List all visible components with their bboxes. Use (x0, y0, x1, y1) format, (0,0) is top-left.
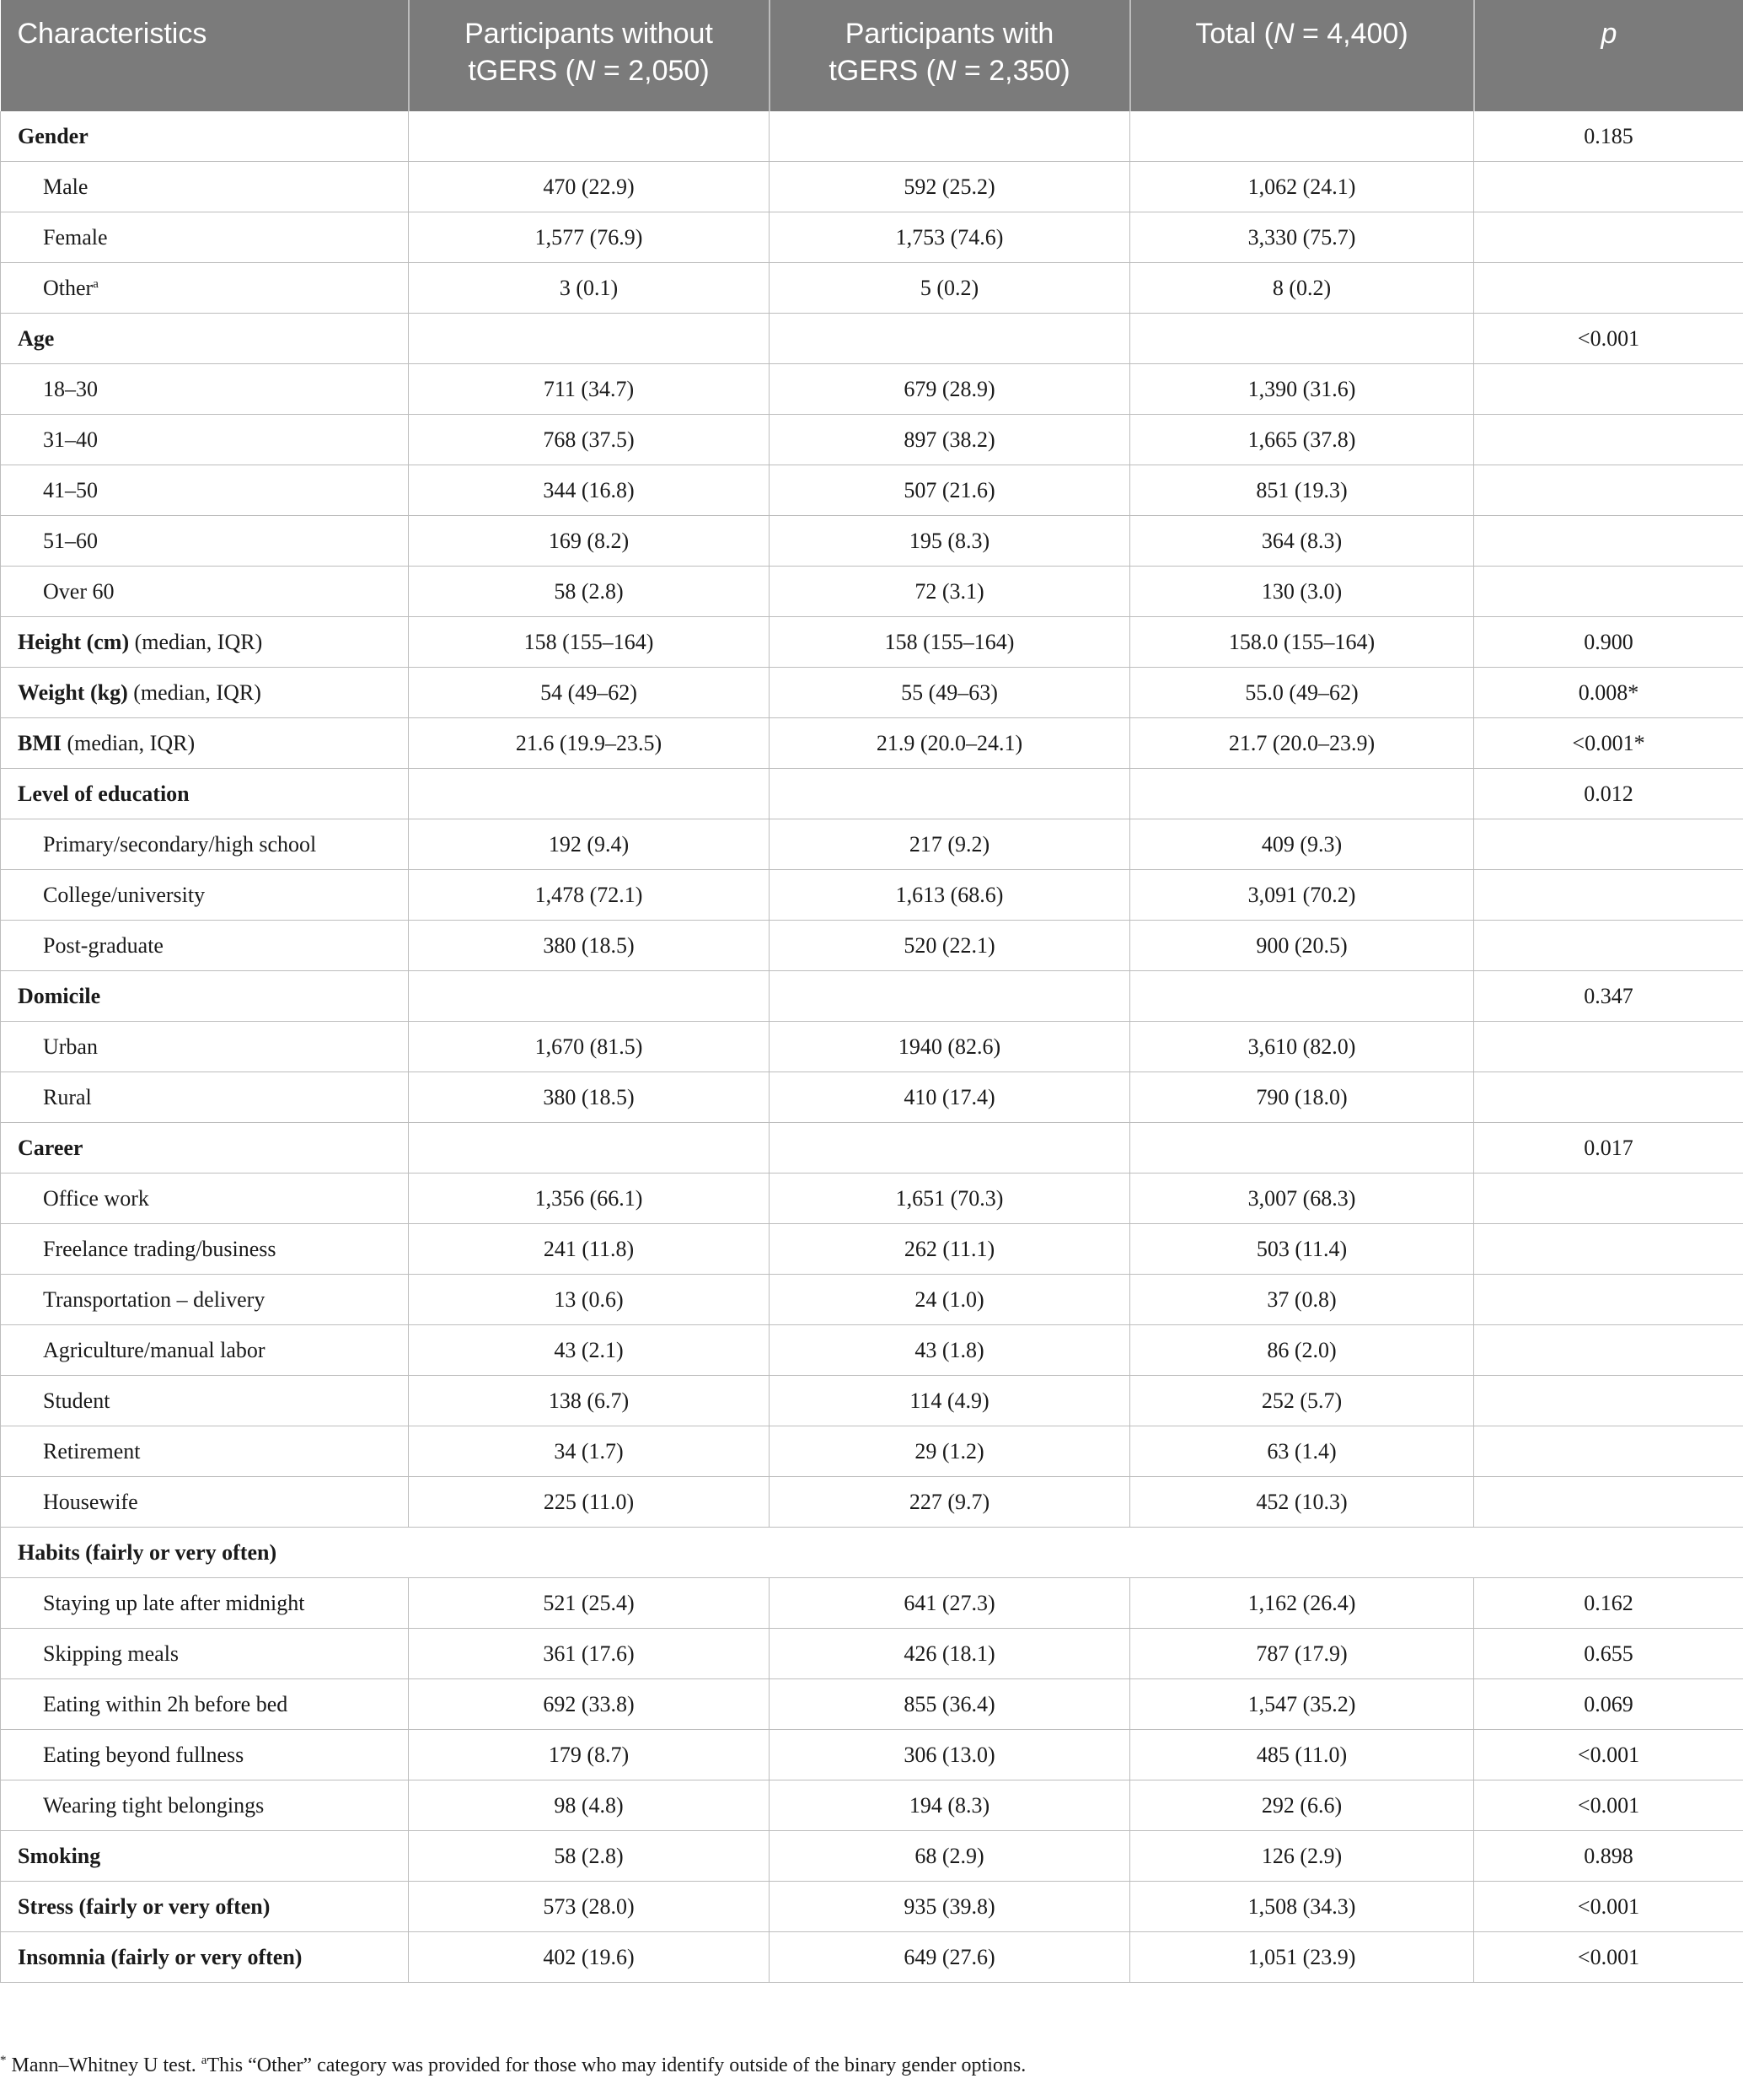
value-without-tgers: 192 (9.4) (409, 819, 770, 870)
value-with-tgers: 1,613 (68.6) (770, 870, 1130, 921)
table-row (1, 1174, 1743, 1224)
value-total: 3,610 (82.0) (1130, 1022, 1474, 1072)
value-total: 8 (0.2) (1130, 263, 1474, 314)
row-label: Skipping meals (1, 1629, 409, 1679)
table-row (1, 1882, 1743, 1932)
value-without-tgers (409, 769, 770, 819)
p-value: <0.001 (1474, 1932, 1743, 1983)
value-total: 409 (9.3) (1130, 819, 1474, 870)
value-with-tgers: 855 (36.4) (770, 1679, 1130, 1730)
row-label: Career (1, 1123, 409, 1174)
value-without-tgers: 692 (33.8) (409, 1679, 770, 1730)
value-without-tgers (409, 971, 770, 1022)
row-label: Rural (1, 1072, 409, 1123)
value-without-tgers: 344 (16.8) (409, 465, 770, 516)
value-without-tgers: 241 (11.8) (409, 1224, 770, 1275)
table-row (1, 1325, 1743, 1376)
table-header-row (1, 0, 1743, 111)
row-label: Female (1, 212, 409, 263)
value-total: 452 (10.3) (1130, 1477, 1474, 1528)
value-total: 130 (3.0) (1130, 567, 1474, 617)
row-label: Weight (kg) (median, IQR) (1, 668, 409, 718)
table-row (1, 668, 1743, 718)
value-with-tgers: 1940 (82.6) (770, 1022, 1130, 1072)
row-label: Level of education (1, 769, 409, 819)
value-with-tgers (770, 314, 1130, 364)
table-footnote: * Mann–Whitney U test. $^a$This “Other” category was provided for those who may identify outside of the binary gender options. (0, 2054, 1027, 2076)
p-value (1474, 819, 1743, 870)
value-with-tgers: 5 (0.2) (770, 263, 1130, 314)
table-row (1, 769, 1743, 819)
p-value: 0.017 (1474, 1123, 1743, 1174)
value-without-tgers: 225 (11.0) (409, 1477, 770, 1528)
table-row (1, 1426, 1743, 1477)
p-value (1474, 567, 1743, 617)
value-with-tgers: 935 (39.8) (770, 1882, 1130, 1932)
row-label: Eating beyond fullness (1, 1730, 409, 1780)
value-total: 3,091 (70.2) (1130, 870, 1474, 921)
value-total: 37 (0.8) (1130, 1275, 1474, 1325)
row-label: 41–50 (1, 465, 409, 516)
table-row (1, 1224, 1743, 1275)
header-total: Total (N = 4,400) (1130, 0, 1474, 111)
value-total: 790 (18.0) (1130, 1072, 1474, 1123)
row-label: Post-graduate (1, 921, 409, 971)
value-total: 3,007 (68.3) (1130, 1174, 1474, 1224)
table-row (1, 1477, 1743, 1528)
value-total: 503 (11.4) (1130, 1224, 1474, 1275)
value-with-tgers: 1,651 (70.3) (770, 1174, 1130, 1224)
row-label: Staying up late after midnight (1, 1578, 409, 1629)
value-with-tgers: 194 (8.3) (770, 1780, 1130, 1831)
p-value (1474, 162, 1743, 212)
p-value (1474, 1022, 1743, 1072)
value-without-tgers: 138 (6.7) (409, 1376, 770, 1426)
value-without-tgers (409, 111, 770, 162)
value-with-tgers: 114 (4.9) (770, 1376, 1130, 1426)
p-value (1474, 1174, 1743, 1224)
value-without-tgers: 768 (37.5) (409, 415, 770, 465)
table-row (1, 1932, 1743, 1983)
value-with-tgers: 426 (18.1) (770, 1629, 1130, 1679)
value-with-tgers: 21.9 (20.0–24.1) (770, 718, 1130, 769)
value-total (1130, 769, 1474, 819)
value-with-tgers: 679 (28.9) (770, 364, 1130, 415)
value-without-tgers: 13 (0.6) (409, 1275, 770, 1325)
p-value (1474, 1426, 1743, 1477)
table-row (1, 870, 1743, 921)
value-without-tgers: 54 (49–62) (409, 668, 770, 718)
header-characteristics: Characteristics (1, 0, 409, 111)
row-label: 51–60 (1, 516, 409, 567)
value-total (1130, 971, 1474, 1022)
p-value: 0.900 (1474, 617, 1743, 668)
value-without-tgers: 58 (2.8) (409, 567, 770, 617)
value-with-tgers: 262 (11.1) (770, 1224, 1130, 1275)
table-row (1, 1578, 1743, 1629)
table-row (1, 465, 1743, 516)
value-with-tgers: 195 (8.3) (770, 516, 1130, 567)
value-total: 86 (2.0) (1130, 1325, 1474, 1376)
table-row (1, 718, 1743, 769)
value-with-tgers (770, 769, 1130, 819)
table-row (1, 921, 1743, 971)
row-label: Other$^a$ (1, 263, 409, 314)
value-total: 1,508 (34.3) (1130, 1882, 1474, 1932)
table-row (1, 111, 1743, 162)
p-value (1474, 212, 1743, 263)
value-without-tgers: 34 (1.7) (409, 1426, 770, 1477)
row-label: Stress (fairly or very often) (1, 1882, 409, 1932)
value-with-tgers: 306 (13.0) (770, 1730, 1130, 1780)
row-label: Over 60 (1, 567, 409, 617)
header-without-tgers: Participants without tGERS (N = 2,050) (409, 0, 770, 111)
value-without-tgers: 1,478 (72.1) (409, 870, 770, 921)
table-row (1, 1831, 1743, 1882)
value-with-tgers: 649 (27.6) (770, 1932, 1130, 1983)
value-with-tgers: 158 (155–164) (770, 617, 1130, 668)
table-row (1, 1528, 1743, 1578)
row-label: Eating within 2h before bed (1, 1679, 409, 1730)
p-value (1474, 415, 1743, 465)
table-row (1, 1679, 1743, 1730)
value-without-tgers: 179 (8.7) (409, 1730, 770, 1780)
value-without-tgers: 1,577 (76.9) (409, 212, 770, 263)
value-with-tgers: 227 (9.7) (770, 1477, 1130, 1528)
p-value: 0.069 (1474, 1679, 1743, 1730)
p-value: <0.001 (1474, 1780, 1743, 1831)
value-with-tgers (770, 111, 1130, 162)
value-with-tgers: 507 (21.6) (770, 465, 1130, 516)
p-value: 0.185 (1474, 111, 1743, 162)
row-label: Height (cm) (median, IQR) (1, 617, 409, 668)
table-row (1, 1376, 1743, 1426)
p-value: <0.001 (1474, 1730, 1743, 1780)
p-value (1474, 1376, 1743, 1426)
table-row (1, 516, 1743, 567)
table-row (1, 1730, 1743, 1780)
value-total: 485 (11.0) (1130, 1730, 1474, 1780)
value-total: 1,390 (31.6) (1130, 364, 1474, 415)
row-label: Age (1, 314, 409, 364)
value-with-tgers: 592 (25.2) (770, 162, 1130, 212)
value-total: 1,665 (37.8) (1130, 415, 1474, 465)
footnote-asterisk: * (0, 2054, 7, 2067)
p-value: 0.162 (1474, 1578, 1743, 1629)
row-label: Habits (fairly or very often) (1, 1528, 1743, 1578)
row-label: Urban (1, 1022, 409, 1072)
row-label: Gender (1, 111, 409, 162)
value-without-tgers: 1,670 (81.5) (409, 1022, 770, 1072)
p-value: 0.655 (1474, 1629, 1743, 1679)
value-total: 3,330 (75.7) (1130, 212, 1474, 263)
p-value: <0.001 (1474, 314, 1743, 364)
value-without-tgers: 43 (2.1) (409, 1325, 770, 1376)
table-row (1, 162, 1743, 212)
value-without-tgers: 521 (25.4) (409, 1578, 770, 1629)
row-label: BMI (median, IQR) (1, 718, 409, 769)
table-body (1, 111, 1743, 1983)
value-with-tgers: 43 (1.8) (770, 1325, 1130, 1376)
p-value: 0.347 (1474, 971, 1743, 1022)
value-with-tgers (770, 1123, 1130, 1174)
table-row (1, 415, 1743, 465)
p-value (1474, 1325, 1743, 1376)
table-row (1, 364, 1743, 415)
row-label: Smoking (1, 1831, 409, 1882)
table-row (1, 1780, 1743, 1831)
value-without-tgers: 361 (17.6) (409, 1629, 770, 1679)
value-without-tgers: 573 (28.0) (409, 1882, 770, 1932)
value-without-tgers: 402 (19.6) (409, 1932, 770, 1983)
value-total: 900 (20.5) (1130, 921, 1474, 971)
value-without-tgers: 158 (155–164) (409, 617, 770, 668)
value-without-tgers: 21.6 (19.9–23.5) (409, 718, 770, 769)
table-row (1, 1072, 1743, 1123)
p-value: <0.001* (1474, 718, 1743, 769)
value-with-tgers: 29 (1.2) (770, 1426, 1130, 1477)
row-label: Domicile (1, 971, 409, 1022)
table-row (1, 314, 1743, 364)
value-without-tgers: 3 (0.1) (409, 263, 770, 314)
value-without-tgers: 470 (22.9) (409, 162, 770, 212)
row-label: Transportation – delivery (1, 1275, 409, 1325)
header-with-tgers: Participants with tGERS (N = 2,350) (770, 0, 1130, 111)
table-row (1, 263, 1743, 314)
value-total: 1,162 (26.4) (1130, 1578, 1474, 1629)
value-with-tgers: 410 (17.4) (770, 1072, 1130, 1123)
value-total: 364 (8.3) (1130, 516, 1474, 567)
table-row (1, 212, 1743, 263)
value-total: 63 (1.4) (1130, 1426, 1474, 1477)
row-label: Male (1, 162, 409, 212)
p-value (1474, 516, 1743, 567)
row-label: Insomnia (fairly or very often) (1, 1932, 409, 1983)
table-row (1, 819, 1743, 870)
table-row (1, 971, 1743, 1022)
value-total: 1,062 (24.1) (1130, 162, 1474, 212)
table-row (1, 1022, 1743, 1072)
table-row (1, 617, 1743, 668)
p-value: 0.012 (1474, 769, 1743, 819)
row-label: 18–30 (1, 364, 409, 415)
p-value: 0.898 (1474, 1831, 1743, 1882)
p-value (1474, 921, 1743, 971)
value-total: 292 (6.6) (1130, 1780, 1474, 1831)
row-label: College/university (1, 870, 409, 921)
row-label: Primary/secondary/high school (1, 819, 409, 870)
value-without-tgers: 1,356 (66.1) (409, 1174, 770, 1224)
value-total: 21.7 (20.0–23.9) (1130, 718, 1474, 769)
value-total: 1,547 (35.2) (1130, 1679, 1474, 1730)
p-value (1474, 263, 1743, 314)
row-label: Housewife (1, 1477, 409, 1528)
value-total (1130, 314, 1474, 364)
value-total: 158.0 (155–164) (1130, 617, 1474, 668)
table-row (1, 1275, 1743, 1325)
value-with-tgers: 55 (49–63) (770, 668, 1130, 718)
p-value (1474, 870, 1743, 921)
row-label: Retirement (1, 1426, 409, 1477)
row-label: Office work (1, 1174, 409, 1224)
value-with-tgers (770, 971, 1130, 1022)
value-total (1130, 1123, 1474, 1174)
table-row (1, 567, 1743, 617)
value-total: 1,051 (23.9) (1130, 1932, 1474, 1983)
row-label: 31–40 (1, 415, 409, 465)
value-total (1130, 111, 1474, 162)
value-with-tgers: 520 (22.1) (770, 921, 1130, 971)
value-without-tgers: 711 (34.7) (409, 364, 770, 415)
value-total: 787 (17.9) (1130, 1629, 1474, 1679)
value-without-tgers: 380 (18.5) (409, 1072, 770, 1123)
value-without-tgers: 98 (4.8) (409, 1780, 770, 1831)
value-total: 126 (2.9) (1130, 1831, 1474, 1882)
p-value (1474, 465, 1743, 516)
value-without-tgers: 380 (18.5) (409, 921, 770, 971)
footnote-mark-a: a (201, 2054, 207, 2067)
value-with-tgers: 1,753 (74.6) (770, 212, 1130, 263)
row-label: Freelance trading/business (1, 1224, 409, 1275)
value-with-tgers: 641 (27.3) (770, 1578, 1130, 1629)
p-value (1474, 1224, 1743, 1275)
value-without-tgers: 58 (2.8) (409, 1831, 770, 1882)
p-value: 0.008* (1474, 668, 1743, 718)
value-without-tgers: 169 (8.2) (409, 516, 770, 567)
value-without-tgers (409, 1123, 770, 1174)
value-without-tgers (409, 314, 770, 364)
value-with-tgers: 24 (1.0) (770, 1275, 1130, 1325)
value-with-tgers: 897 (38.2) (770, 415, 1130, 465)
value-total: 55.0 (49–62) (1130, 668, 1474, 718)
p-value (1474, 364, 1743, 415)
value-total: 851 (19.3) (1130, 465, 1474, 516)
row-label: Student (1, 1376, 409, 1426)
value-with-tgers: 217 (9.2) (770, 819, 1130, 870)
value-with-tgers: 72 (3.1) (770, 567, 1130, 617)
table-row (1, 1629, 1743, 1679)
p-value: <0.001 (1474, 1882, 1743, 1932)
value-total: 252 (5.7) (1130, 1376, 1474, 1426)
p-value (1474, 1275, 1743, 1325)
value-with-tgers: 68 (2.9) (770, 1831, 1130, 1882)
header-p-value: p (1474, 0, 1743, 111)
row-label: Wearing tight belongings (1, 1780, 409, 1831)
row-label: Agriculture/manual labor (1, 1325, 409, 1376)
table-row (1, 1123, 1743, 1174)
p-value (1474, 1072, 1743, 1123)
p-value (1474, 1477, 1743, 1528)
